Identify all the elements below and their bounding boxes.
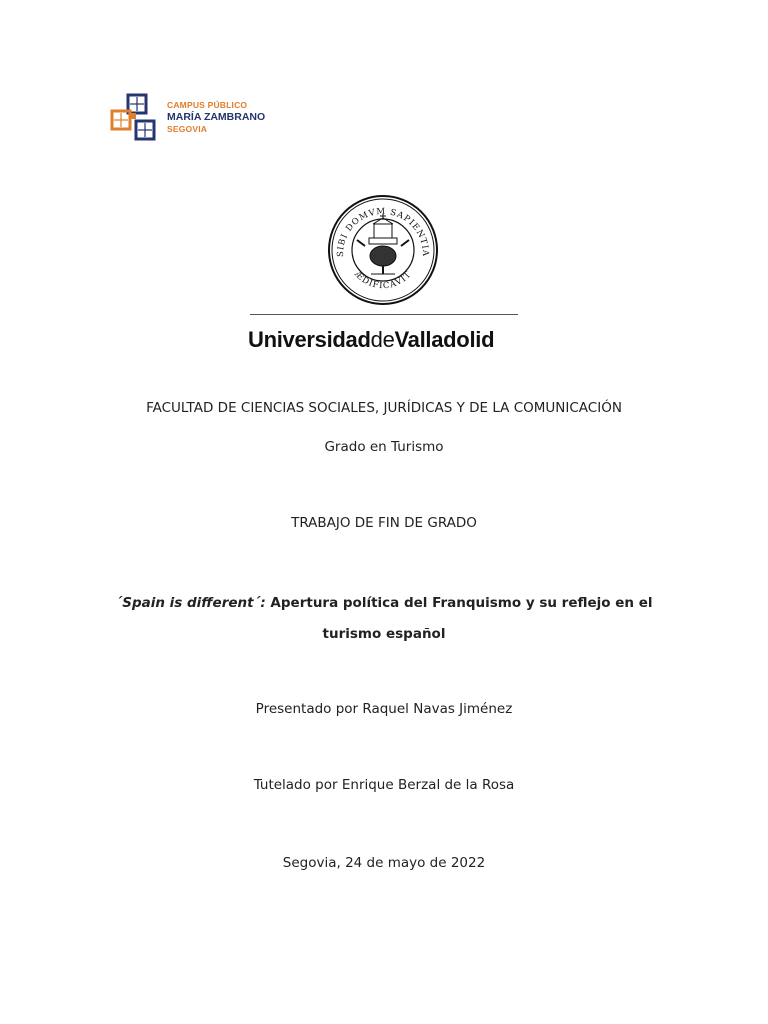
campus-line-2: MARÍA ZAMBRANO xyxy=(167,111,266,123)
faculty-name: FACULTAD DE CIENCIAS SOCIALES, JURÍDICAS Y DE LA COMUNICACIÓN xyxy=(146,400,622,416)
title-main-part: Apertura política del Franquismo y su reflejo en el turismo español xyxy=(265,595,653,642)
campus-line-1: CAMPUS PÚBLICO xyxy=(167,100,248,110)
tutor-line: Tutelado por Enrique Berzal de la Rosa xyxy=(253,777,515,793)
wordmark-valladolid: Valladolid xyxy=(394,327,495,352)
seal-text-top: SIBI DOMVM SAPIENTIA xyxy=(335,206,431,258)
campus-squares-icon xyxy=(110,93,164,147)
university-wordmark xyxy=(248,327,520,353)
date-line: Segovia, 24 de mayo de 2022 xyxy=(282,855,486,871)
divider xyxy=(250,314,518,315)
degree-name: Grado en Turismo xyxy=(324,439,444,455)
university-seal xyxy=(327,194,439,306)
campus-logo xyxy=(108,90,283,150)
work-type: TRABAJO DE FIN DE GRADO xyxy=(291,515,477,531)
wordmark-universidad: Universidad xyxy=(248,327,371,352)
thesis-title xyxy=(110,588,658,650)
wordmark-de: de xyxy=(370,327,395,352)
campus-line-3: SEGOVIA xyxy=(167,124,208,134)
author-line: Presentado por Raquel Navas Jiménez xyxy=(255,701,513,717)
title-italic-part: ´Spain is different´: xyxy=(115,595,266,611)
seal-text-bottom: ÆDIFICAVIT xyxy=(352,269,414,292)
